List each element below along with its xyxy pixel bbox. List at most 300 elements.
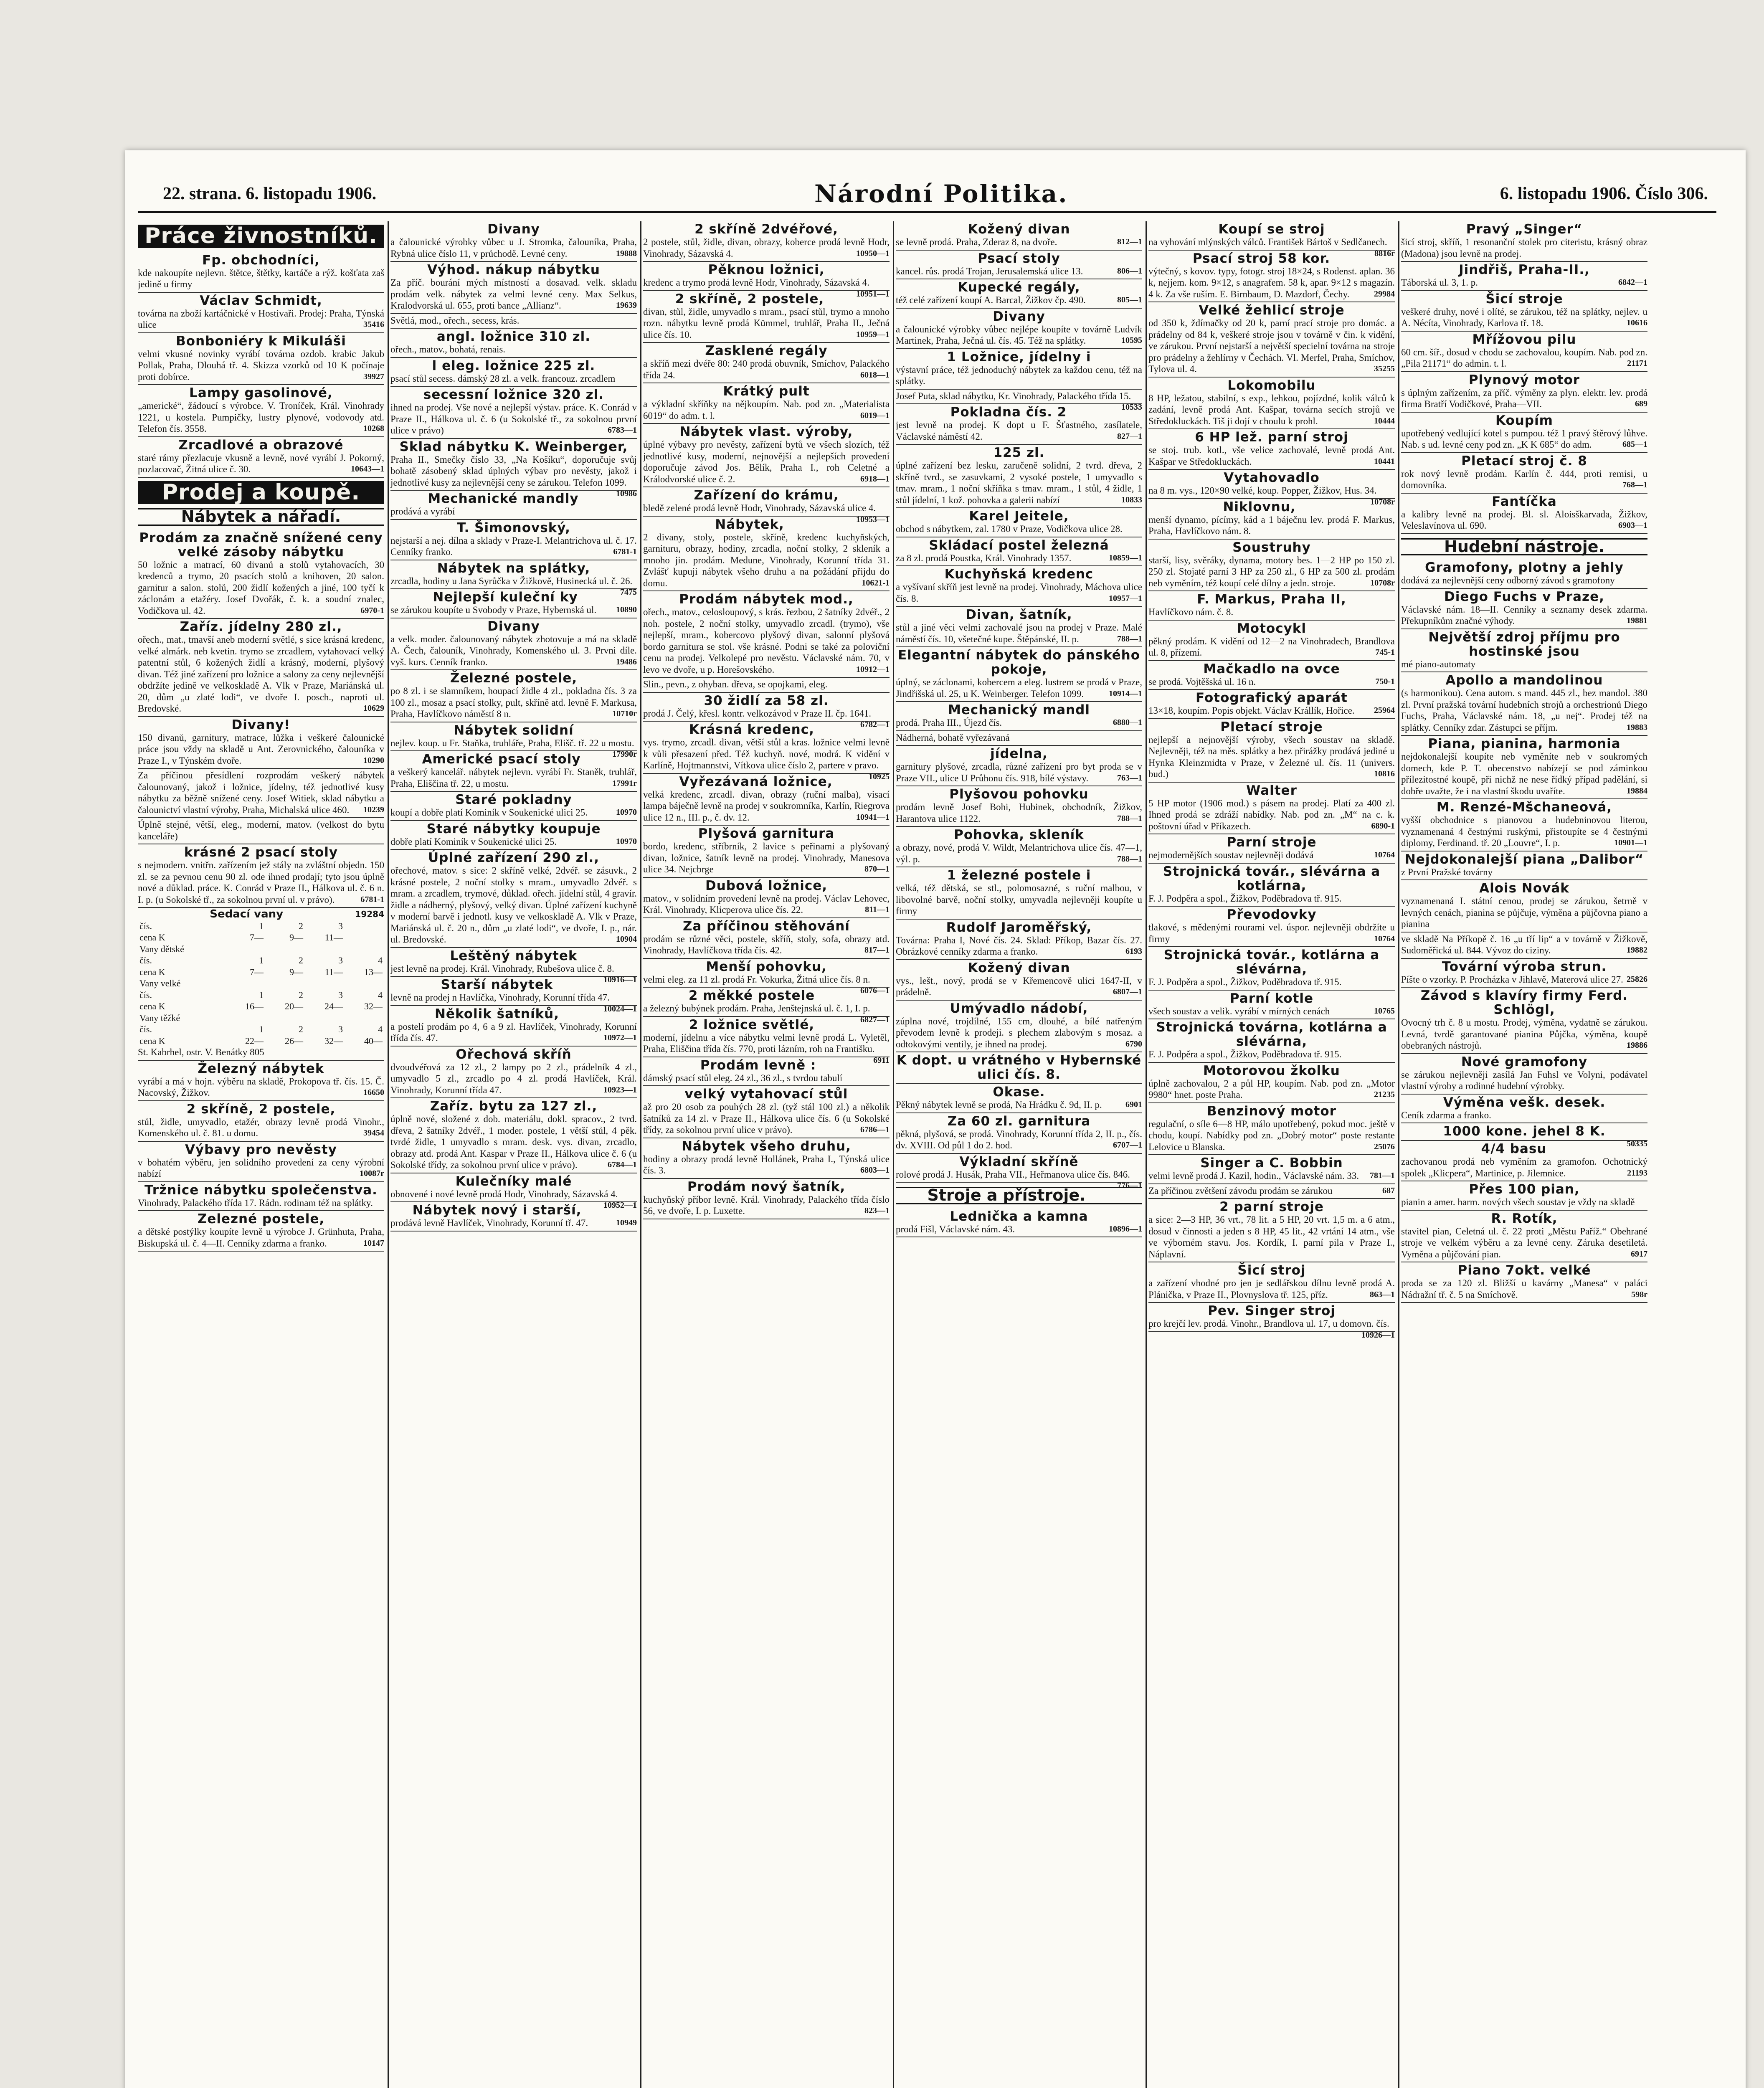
- ad-text: prodá Fišl, Václavské nám. 43.: [896, 1224, 1015, 1234]
- classified-ad: [1401, 494, 1647, 534]
- ad-text: 13×18, koupím. Popis objekt. Václav Krállík, Hořice.: [1148, 705, 1355, 716]
- ad-text: 2 divany, stoly, postele, skříně, kredenc kuchyňských, garnituru, obrazy, hodiny, zrcadla, noční stolky, 2 skleník a mnoho jin. prodám. Medune, Vinohrady, Korunní třída 31. Zvlášť kupuji nábytek všeho druhu a na požádání přijdu do domu.: [643, 532, 890, 588]
- ad-text: stavitel pian, Celetná ul. č. 22 proti „Městu Paříž.“ Obehrané stroje ve velkém výběru a za levné ceny. Záruka desetiletá. Vyměna a půjčování pian.: [1401, 1226, 1647, 1259]
- ad-headline: Kulečníky malé: [455, 1173, 572, 1189]
- classified-ad: [138, 1101, 384, 1142]
- section-banner-trades: Práce živnostníků.: [138, 225, 384, 248]
- classified-ad: [1401, 1095, 1647, 1124]
- ad-headline: Výměna vešk. desek.: [1443, 1095, 1606, 1110]
- classified-ad: [390, 314, 637, 329]
- ad-ref: 29984: [1374, 289, 1395, 299]
- ad-ref: 750-1: [1375, 677, 1395, 686]
- ad-headline: Alois Novák: [1479, 881, 1569, 896]
- ad-text: bordo, kredenc, stříbrník, 2 lavice s peřinami a plyšovaný divan, ložnice, šatník levně na prodej. Vinohrady, Manesova ulice 34. Nejcbrge: [643, 841, 890, 874]
- ad-text: Píšte o vzorky. P. Procházka v Jihlavě, Materová ulice 27.: [1401, 974, 1623, 985]
- ad-ref: 10533: [1121, 403, 1142, 412]
- ad-headline: Motorovou žkolku: [1203, 1063, 1340, 1078]
- ad-text: až pro 20 osob za pouhých 28 zl. (tyž stál 100 zl.) a několik šatníků za 14 zl. v Praze II., Hálkova ulice čís. 6 (u Sokolské třídy, za sokolnou první ulice v právo).: [643, 1102, 890, 1135]
- ad-ref: 10914—1: [1109, 689, 1142, 698]
- ad-text: garnitury plyšové, zrcadla, různé zařízení pro byt proda se v Praze VII., ulice U Průhonu čís. 918, bílé výstavy.: [896, 761, 1142, 783]
- price-cell: [265, 943, 305, 955]
- ad-headline: Úplné zařízení 290 zl.,: [428, 850, 600, 865]
- price-cell: 16—: [245, 1001, 264, 1011]
- price-cell: čís.: [139, 989, 152, 1000]
- classified-ad: [643, 878, 890, 918]
- ad-ref: 10710r: [612, 709, 637, 718]
- ads-trades: [138, 252, 384, 478]
- ad-headline: Mřížovou pilu: [1472, 332, 1576, 347]
- classified-ad: [643, 826, 890, 878]
- ad-body: [390, 373, 637, 385]
- ads-furniture: [896, 221, 1142, 1190]
- price-cell: cena K: [139, 966, 165, 977]
- ad-headline: Okase.: [993, 1085, 1045, 1100]
- classified-ad: [1401, 933, 1647, 959]
- classified-ad: [390, 850, 637, 948]
- ad-text: úplné výbavy pro nevěsty, zařízení bytů ve všech slozích, též jednotlivé kusy, moderní, nejnovější a nejlepších provedení doporučuje závod Jos. Bělík, Praha I., roh Celetné a Králodvorské ulice č. 2.: [643, 439, 890, 484]
- ad-ref: 6782—1: [860, 720, 890, 729]
- ad-body: [1148, 705, 1395, 717]
- ad-text: od 350 k, ždímačky od 20 k, parní prací stroje pro domác. a prádelny od 84 k, veškeré stroje jsou v továrně v čin. k vidění, ve zárukou. První nejstarší a největší specielní továrna na stroje pro prádelny a žehlírny v Čechách. Vl. Merfel, Praha, Smíchov, Tylova ul. 4.: [1148, 318, 1395, 374]
- ad-text: Za příčinou přesídlení rozprodám veškerý nábytek čalounovaný, jakož i ložnice, jídelny, též jednotlivé kusy nábytku za běžně snížené ceny. Josef Witiek, sklad nábytku a čalounictví vlastní výroby, Praha, Michalská ulice 460.: [138, 770, 384, 815]
- ad-headline: K dopt. u vrátného v Hybernské ulici čís. 8.: [896, 1053, 1142, 1082]
- ad-body: [643, 1153, 890, 1176]
- classified-ad: [138, 333, 384, 385]
- ad-body: [1148, 922, 1395, 945]
- column-2: [390, 221, 637, 2088]
- section-heading-furniture: Nábytek a nářadí.: [138, 508, 384, 526]
- ad-headline: 6 HP lež. parní stroj: [1195, 430, 1348, 445]
- classified-ad: [1148, 591, 1395, 621]
- ad-headline: 1 železné postele i: [947, 868, 1091, 883]
- ad-body: [138, 859, 384, 905]
- classified-ad: [643, 383, 890, 424]
- price-cell: 2: [298, 1024, 303, 1034]
- price-cell: 20—: [284, 1001, 303, 1011]
- ad-ref: 10896—1: [1109, 1224, 1142, 1234]
- classified-ad: [643, 1179, 890, 1219]
- classified-ad: [1401, 959, 1647, 988]
- price-cell: 7—: [249, 966, 264, 977]
- ad-body: [138, 348, 384, 383]
- ad-body: [1401, 751, 1647, 797]
- ad-text: prodám se různé věci, postele, skříň, stoly, sofa, obrazy atd. Vinohrady, Havlíčkova třída čís. 42.: [643, 933, 890, 955]
- classified-ad: [896, 1209, 1142, 1238]
- classified-ad: [1401, 1123, 1647, 1148]
- classified-ad: [643, 1086, 890, 1138]
- ad-text: Praha II., Smečky číslo 33, „Na Košíku“, doporučuje svůj bohatě zásobený sklad úplných výbav pro nevěsty, jakož i jednotlivé kusy za nejlevnější ceny se zárukou. Telefon 1099.: [390, 454, 637, 488]
- ad-text: a dětské postýlky koupíte levně u výrobce J. Grünhuta, Praha, Biskupská ul. č. 4—II. Cenníky zdarma a franko.: [138, 1226, 384, 1249]
- ad-text: a zařízení vhodné pro jen je sedlářskou dílnu levně prodá A. Plánička, v Praze II., Plovnyslova tř. 125, příz.: [1148, 1278, 1395, 1300]
- ad-text: Ceník zdarma a franko.: [1401, 1110, 1491, 1120]
- price-cell: 22—: [245, 1035, 264, 1046]
- ad-ref: 10616: [1627, 318, 1647, 327]
- ad-text: kuchyňský příbor levně. Král. Vinohrady, Palackého třída číslo 56, ve dvoře, I. p. Luxette.: [643, 1194, 890, 1216]
- ad-text: regulační, o síle 6—8 HP, málo upotřebený, pokud moc. ještě v chodu, koupí. Nabídky pod zn. „Dobrý motor“ poste restante Lelovice u Blanska.: [1148, 1118, 1395, 1152]
- ad-ref: 17991r: [612, 778, 637, 788]
- ad-headline: Nábytek,: [715, 517, 784, 532]
- ad-ref: 25826: [1627, 974, 1647, 984]
- ad-text: 150 divanů, garnitury, matrace, lůžka i veškeré čalounické práce jsou vždy na skladě u Ant. Zerovnického, čalouníka v Praze I., v Týnském dvoře.: [138, 732, 384, 766]
- ad-headline: Pohovka, skleník: [954, 827, 1084, 842]
- price-row: [138, 943, 384, 955]
- ad-headline: 2 měkké postele: [688, 988, 815, 1003]
- ad-headline: Piana, pianina, harmonia: [1428, 736, 1621, 751]
- ad-headline: Nejlepší kuleční ky: [433, 590, 578, 605]
- classified-ad: [1148, 719, 1395, 783]
- ad-body: [390, 737, 637, 759]
- classified-ad: [1148, 947, 1395, 991]
- ad-text: Václavské nám. 18—II. Cenníky a seznamy desek zdarma. Překupníkům značné výhody.: [1401, 604, 1647, 626]
- ad-text: všech soustav a velik. vyrábí v mírných cenách: [1148, 1006, 1330, 1016]
- ad-ref: 10912—1: [856, 664, 890, 674]
- ad-body: [390, 766, 637, 789]
- ad-body: [1401, 347, 1647, 370]
- ad-ref: 863—1: [1370, 1290, 1395, 1299]
- ad-body: [1401, 428, 1647, 451]
- ad-ref: 19884: [1627, 786, 1647, 796]
- ad-headline: Václav Schmidt,: [200, 293, 322, 308]
- ad-body: [896, 1016, 1142, 1050]
- ad-ref: 10925: [869, 772, 890, 781]
- ad-text: velká, též dětská, se stl., polomosazné, s ruční malbou, v libovolné barvě, noční stolky, umyvadla nejlevněji koupíte u firmy: [896, 883, 1142, 916]
- ad-text: F. J. Podpěra a spol., Žižkov, Poděbradova tř. 915.: [1148, 977, 1342, 987]
- ad-headline: Výhod. nákup nábytku: [427, 262, 600, 277]
- ad-ref: 781—1: [1370, 1171, 1395, 1180]
- ad-ref: 685—1: [1622, 440, 1647, 449]
- ad-text: zúplna nové, trojdílné, 155 cm, dlouhé, a bílé natřeným převodem levně k prodeji. s plechem zlabovým s mosaz. a odtokovými ventily, je ihned na prodej.: [896, 1016, 1142, 1049]
- ad-text: jest levně na prodej. K dopt u F. Šťastného, zasílatele, Václavské náměstí 42.: [896, 420, 1142, 442]
- classified-ad: [1148, 1103, 1395, 1155]
- ad-text: 8 HP, ležatou, stabilní, s exp., lehkou, pojízdné, kolik válců k zadání, levně prodá Ant. Kašpar, továrna secích strojů ve Středokluckách. Tiš ji dojí v choulu k prohl.: [1148, 393, 1395, 426]
- ad-text: též celé zařízení koupí A. Barcal, Žižkov čp. 490.: [896, 295, 1086, 305]
- ad-text: ořech., matov., bohatá, renais.: [390, 344, 506, 355]
- classified-ad: [390, 262, 637, 314]
- classified-ad: [643, 1057, 890, 1087]
- ad-text: kancel. růs. prodá Trojan, Jerusalemská ulice 13.: [896, 266, 1083, 276]
- ad-ref: 10268: [363, 424, 384, 433]
- classified-ad: [896, 349, 1142, 390]
- price-cell: Vany velké: [139, 978, 181, 988]
- ad-body: [896, 732, 1142, 744]
- ad-ref: 812—1: [1117, 237, 1142, 246]
- ad-text: prodá. Praha III., Újezd čís.: [896, 717, 1002, 728]
- ad-body: [896, 1224, 1142, 1235]
- ad-ref: 10890: [616, 605, 637, 614]
- ad-headline: Umývadlo nádobí,: [950, 1001, 1088, 1016]
- ad-body: [1401, 575, 1647, 586]
- price-cell: 4: [378, 955, 383, 965]
- ad-text: kredenc a trymo prodá levně Hodr, Vinohrady, Sázavská 4.: [643, 277, 869, 288]
- ad-ref: 17990r: [612, 750, 637, 759]
- price-cell: 2: [298, 920, 303, 931]
- ad-text: úplně zachovalou, 2 a půl HP, koupím. Nab. pod zn. „Motor 9980“ hnet. poste Praha.: [1148, 1078, 1395, 1100]
- price-row: [138, 1012, 384, 1024]
- ad-body: [1401, 236, 1647, 259]
- ad-body: [643, 1003, 890, 1024]
- price-row: [138, 1035, 384, 1047]
- classified-ad: [138, 1211, 384, 1252]
- ad-text: a obrazy, nové, prodá V. Wildt, Melantrichova ulice čís. 47—1, výl. p.: [896, 842, 1142, 864]
- ad-body: [390, 402, 637, 436]
- classified-ad: [896, 731, 1142, 746]
- price-cell: [305, 943, 345, 955]
- ad-headline: Za příčinou stěhování: [682, 918, 850, 934]
- classified-ad: [1401, 851, 1647, 881]
- classified-ad: [1148, 540, 1395, 592]
- classified-ad: [643, 722, 890, 781]
- ad-text: Za příčinou zvětšení závodu prodám se zárukou: [1148, 1185, 1333, 1196]
- ad-headline: Menší pohovku,: [706, 959, 827, 974]
- ad-text: a železný bubýnek prodám. Praha, Jenštejnská ul. č. 1, I. p.: [643, 1003, 870, 1014]
- ad-body: [390, 836, 637, 848]
- classified-ad: [1401, 629, 1647, 673]
- classified-ad: [643, 1138, 890, 1179]
- price-table-footer: St. Kabrhel, ostr. V. Benátky 805: [138, 1047, 264, 1057]
- ad-ref: 10904: [616, 935, 637, 944]
- ad-text: Josef Puta, sklad nábytku, Kr. Vinohrady, Palackého třída 15.: [896, 390, 1131, 401]
- classified-ad: [1401, 799, 1647, 851]
- ad-body: [138, 308, 384, 331]
- ad-text: na vyhování mlýnských válců. František Bártoš v Sedlčanech.: [1148, 237, 1387, 247]
- ad-text: Ovocný trh č. 8 u mostu. Prodej, výměna, vydatně se zárukou. Levná, tvrdě garantované pianina Půjčka, výměna, koupě obebraných nástrojů.: [1401, 1017, 1647, 1051]
- ad-headline: Sklad nábytku K. Weinberger,: [399, 439, 628, 454]
- ad-ref: 6880—1: [1113, 718, 1142, 727]
- ad-headline: Tovární výroba strun.: [1442, 959, 1607, 974]
- ad-text: ořechové, matov. s sice: 2 skříně velké, 2dvéř. se zásuvk., 2 krásné postele, 2 noční stolky s mram., umyvadlo 2dvéř. s mram. a zrcadlem, trymové, důklad. ořech. jídelní stůl, 4 gravír. židle a nádherný, plyšový, velký divan. Úplné zařízení kuchyně v moderní barvě i jednotl. kusy ve velkoskladě A. Vlk v Praze, Mariánská ul. č. 20 n., dům „u zlaté lodi“, ve dvoře, I. p., nár. ul. Bredovské.: [390, 865, 637, 945]
- classified-ad: [643, 918, 890, 959]
- classified-ad: [1148, 1303, 1395, 1340]
- ad-headline: Zrcadlové a obrazové: [178, 437, 344, 453]
- ad-ref: 21235: [1374, 1090, 1395, 1099]
- ad-headline: Niklovnu,: [1223, 499, 1296, 514]
- ad-headline: Leštěný nábytek: [450, 948, 578, 963]
- classified-ad: [896, 279, 1142, 309]
- price-cell: [226, 943, 265, 955]
- price-cell: 2: [298, 989, 303, 1000]
- ad-text: pro krejčí lev. prodá. Vinohr., Brandlova ul. 17, u domovn. čís.: [1148, 1318, 1389, 1329]
- ad-ref: 768—1: [1622, 480, 1647, 489]
- classified-ad: [138, 844, 384, 908]
- column-divider: [1398, 221, 1399, 2088]
- ad-headline: Staré pokladny: [455, 792, 572, 807]
- classified-ad: [1148, 429, 1395, 470]
- ad-headline: Zaříz. jídelny 280 zl.,: [180, 619, 342, 634]
- ad-text: hodiny a obrazy prodá levně Hollánek, Praha I., Týnská ulice čís. 3.: [643, 1153, 890, 1176]
- ad-body: [1148, 514, 1395, 537]
- ad-body: [1401, 1069, 1647, 1092]
- classified-ad: [896, 1113, 1142, 1154]
- classified-ad: [643, 774, 890, 826]
- ad-ref: 6903—1: [1618, 521, 1647, 530]
- classified-ad: [896, 960, 1142, 1001]
- ad-body: [896, 842, 1142, 865]
- ad-headline: Karel Jeitele,: [969, 509, 1069, 524]
- ad-headline: Divany: [487, 222, 540, 237]
- ad-headline: Pravý „Singer“: [1466, 222, 1583, 237]
- ad-body: [390, 1062, 637, 1096]
- ad-ref: 39454: [363, 1128, 384, 1138]
- ad-body: [643, 679, 890, 690]
- ad-body: [138, 819, 384, 842]
- classified-ad: [1401, 332, 1647, 372]
- ad-ref: 21171: [1627, 359, 1647, 368]
- ad-body: [390, 1021, 637, 1044]
- ad-text: prodám levně Josef Bohi, Hubinek, obchodník, Žižkov, Harantova ulice 1122.: [896, 802, 1142, 824]
- classified-ad: [896, 827, 1142, 867]
- ad-text: velmi levně prodá J. Kazil, hodin., Václavské nám. 33.: [1148, 1171, 1359, 1181]
- ad-body: [643, 893, 890, 916]
- classified-ad: [896, 1154, 1142, 1190]
- ad-text: velmi vkusné novinky vyrábí továrna ozdob. krabic Jakub Pollak, Praha, Dlouhá tř. 4. Skizza vzorků od 10 K počínaje proti dobírce.: [138, 348, 384, 382]
- ad-headline: Krásná kredenc,: [689, 722, 814, 737]
- ad-ref: 10833: [1121, 495, 1142, 504]
- ad-ref: 10765: [1374, 1006, 1395, 1016]
- ad-headline: Nábytek solidní: [454, 722, 574, 738]
- classified-ad: [390, 1098, 637, 1173]
- classified-ad: [138, 293, 384, 333]
- classified-ad: [138, 769, 384, 818]
- classified-ad: [643, 291, 890, 343]
- ad-body: [390, 1217, 637, 1229]
- classified-ad: [643, 424, 890, 487]
- ad-headline: 1 Ložnice, jídelny i: [947, 349, 1091, 365]
- ad-headline: Koupí se stroj: [1218, 222, 1325, 237]
- ad-text: vyznamenaná I. státní cenou, prodej se zárukou, šetrně v levných cenách, pianina se půjčuje, výměna a půjčovna piano a pianina: [1401, 896, 1647, 929]
- ad-headline: Výbavy pro nevěsty: [185, 1142, 337, 1157]
- ad-body: [138, 634, 384, 715]
- ad-body: [896, 935, 1142, 958]
- ad-text: upotřebený vedlující kotel s pumpou. též 1 pravý štěrový lůhve. Nab. s ud. levné ceny pod zn. „K K 685“ do adm.: [1401, 428, 1647, 450]
- ads-furniture: [138, 530, 384, 908]
- ad-ref: 10972—1: [603, 1033, 637, 1042]
- classified-ad: [896, 404, 1142, 445]
- ad-ref: 10959—1: [856, 329, 890, 339]
- classified-ad: [643, 678, 890, 693]
- price-cell: [265, 1012, 305, 1024]
- ad-body: [643, 1194, 890, 1217]
- classified-ad: [896, 221, 1142, 251]
- ad-text: velká kredenc, zrcadl. divan, obrazy (ruční malba), visací lampa báječně levně na prodej v soukromníka, Karlín, Riegrova ulice 12 n., III. p., č. dv. 12.: [643, 789, 890, 823]
- ad-body: [643, 933, 890, 956]
- classified-ad: [390, 1202, 637, 1232]
- price-cell: Vany dětské: [139, 943, 184, 954]
- ad-headline: Ořechová skříň: [456, 1047, 572, 1062]
- ad-body: [138, 1116, 384, 1139]
- ad-headline: Pletací stroj č. 8: [1461, 453, 1587, 469]
- ad-ref: 10916—1: [603, 975, 637, 984]
- ad-text: se prodá. Vojtěšská ul. 16 n.: [1148, 676, 1256, 687]
- classified-ad: [390, 1173, 637, 1210]
- classified-ad: [1401, 736, 1647, 799]
- ad-headline: Parní kotle: [1229, 991, 1314, 1006]
- ad-body: [896, 975, 1142, 998]
- ad-headline: Kupecké regály,: [958, 280, 1080, 295]
- ad-ref: 6890-1: [1371, 821, 1395, 831]
- ad-headline: Starší nábytek: [441, 977, 553, 992]
- classified-ad: [643, 591, 890, 678]
- ad-ref: 10708r: [1370, 497, 1395, 507]
- ad-ref: 6019—1: [860, 411, 890, 420]
- ad-text: Pěkný nábytek levně se prodá, Na Hrádku č. 9d, II. p.: [896, 1100, 1102, 1110]
- ad-headline: Prodám levně :: [700, 1057, 816, 1073]
- ad-headline: Šicí stroj: [1237, 1263, 1306, 1278]
- classified-ad: [896, 251, 1142, 280]
- ad-body: [1148, 1049, 1395, 1060]
- ad-headline: Koupím: [1495, 413, 1553, 428]
- classified-ad: [896, 566, 1142, 607]
- ad-body: [1148, 444, 1395, 467]
- ad-ref: 39927: [363, 372, 384, 381]
- ad-text: prodá J. Čelý, křesl. kontr. velkozávod v Praze II. čp. 1641.: [643, 708, 872, 719]
- ad-body: [1148, 1277, 1395, 1300]
- price-table-title: Sedací vany: [210, 908, 284, 920]
- ad-text: Slin., pevn., z ohyban. dřeva, se opojkami, eleg.: [643, 679, 828, 689]
- ad-ref: 6970-1: [360, 606, 384, 615]
- ad-ref: 6911: [873, 1055, 890, 1065]
- ad-headline: Fantíčka: [1492, 494, 1557, 509]
- ad-text: po 8 zl. i se slamníkem, houpací židle 4 zl., pokladna čís. 3 za 100 zl., mosaz a psací stolky, pult, skříně atd. levně F. Markusa, Praha, Havlíčkovo náměstí 8 n.: [390, 686, 637, 719]
- page-number-date: 22. strana. 6. listopadu 1906.: [163, 184, 377, 203]
- ad-body: [1401, 1277, 1647, 1300]
- classified-ad: [390, 670, 637, 722]
- ad-ref: 10147: [363, 1238, 384, 1248]
- ad-body: [896, 236, 1142, 248]
- ad-headline: Prodám za značně snížené ceny velké zásoby nábytku: [139, 530, 383, 560]
- classified-ad: [390, 491, 637, 520]
- ad-text: a vyšívaní skříň jest levně na prodej. Vinohrady, Máchova ulice čís. 8.: [896, 582, 1142, 604]
- ad-body: [1148, 1185, 1395, 1197]
- classified-ad: [1148, 1262, 1395, 1303]
- ad-ref: 6781-1: [360, 894, 384, 904]
- ad-text: a kalibry levně na prodej. Bl. sl. Aloisškarvada, Žižkov, Veleslavínova ul. 690.: [1401, 509, 1647, 531]
- classified-ad: [138, 818, 384, 844]
- header-rule: [138, 211, 1716, 213]
- ad-ref: 788—1: [1117, 813, 1142, 823]
- ad-headline: Singer a C. Bobbin: [1200, 1155, 1343, 1171]
- classified-ad: [1148, 1184, 1395, 1199]
- price-cell: [226, 1012, 265, 1024]
- ad-ref: 763—1: [1117, 773, 1142, 783]
- ad-body: [1401, 509, 1647, 532]
- ad-text: Za příč. bourání mých místností a dosavad. velk. skladu prodám velk. nábytek za velmi levné ceny. Max Selkus, Kralodvorská ul. 655, proti bance „Allianz“.: [390, 277, 637, 311]
- ad-body: [896, 1128, 1142, 1151]
- ad-headline: Velké žehlicí stroje: [1199, 303, 1345, 318]
- ad-text: vys. trymo, zrcadl. divan, větší stůl a kras. ložnice velmi levně k vůli přesazení před. Též kuchyň. nové, modrá. K vidění v Karlíně, Hojtmannstvi, Vítkova ulice číslo 2, partere v pravo.: [643, 737, 890, 770]
- classified-ad: [138, 619, 384, 717]
- classified-ad: [1148, 1019, 1395, 1063]
- classified-ad: [896, 647, 1142, 702]
- ad-body: [138, 732, 384, 767]
- classified-ad: [138, 1182, 384, 1211]
- ad-text: na 8 m. vys., 120×90 velké, koup. Popper, Žižkov, Hus. 34.: [1148, 485, 1377, 496]
- ad-headline: secessní ložnice 320 zl.: [423, 387, 604, 402]
- classified-ad: [1148, 1063, 1395, 1103]
- ad-headline: Skládací postel železná: [929, 537, 1109, 553]
- price-cell: 3: [338, 920, 343, 931]
- ad-body: [896, 581, 1142, 604]
- ad-headline: Tržnice nábytku společenstva.: [144, 1182, 378, 1198]
- ad-ref: 50335: [1627, 1139, 1647, 1148]
- ad-body: [643, 841, 890, 875]
- classified-ad: [138, 1061, 384, 1101]
- classified-ad: [1148, 834, 1395, 864]
- ad-text: úplné zařízení bez lesku, zaručeně solidní, 2 tvrd. dřeva, 2 skříně tvrd., se zasuvkami, 2 vysoké postele, 1 umyvadlo s tmav. mram., 1 noční skříňka s tmav. mram., 1 stůl, 4 židle, 1 stůl jídelní, 1 kož. pohovka a galerii nabízí: [896, 460, 1142, 505]
- classified-ad: [390, 439, 637, 498]
- ad-ref: 10970: [616, 836, 637, 846]
- ad-headline: Parní stroje: [1227, 835, 1317, 850]
- ad-headline: Kuchyňská kredenc: [944, 567, 1094, 582]
